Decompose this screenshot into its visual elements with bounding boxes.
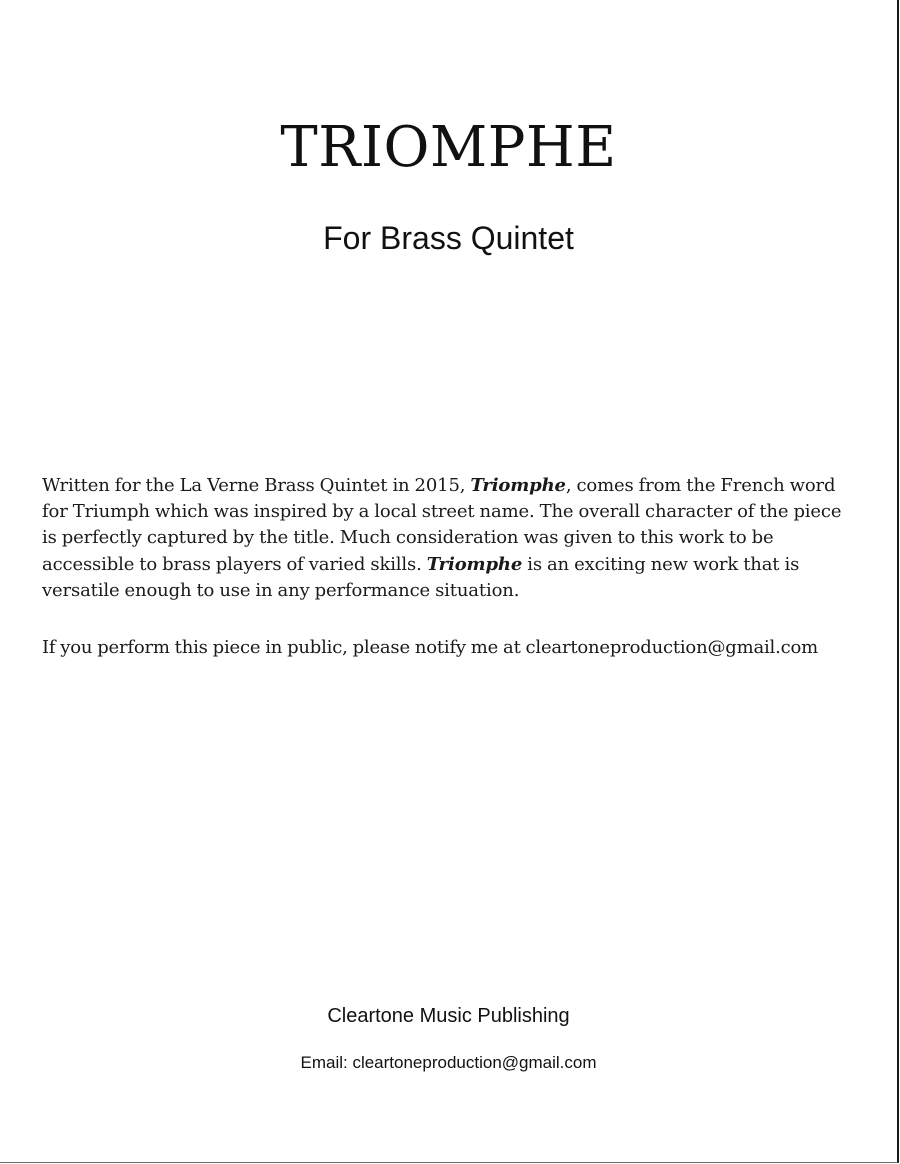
page-subtitle: For Brass Quintet [323, 220, 574, 256]
performance-notice: If you perform this piece in public, please notify me at cleartoneproduction@gmail.com [42, 637, 819, 658]
emphasis-title: Triomphe [470, 475, 566, 496]
description-line: accessible to brass players of varied skills. Triomphe is an exciting new work that is [42, 553, 800, 575]
description-line: Written for the La Verne Brass Quintet in 2015, Triomphe, comes from the French word [42, 475, 836, 496]
page-title: TRIOMPHE [280, 115, 617, 180]
publisher-name: Cleartone Music Publishing [327, 1005, 570, 1027]
description-line: for Triumph which was inspired by a local street name. The overall character of the piece [42, 501, 842, 523]
emphasis-title: Triomphe [426, 553, 523, 575]
description-line: is perfectly captured by the title. Much consideration was given to this work to be [42, 527, 774, 549]
description-paragraph [42, 473, 862, 604]
contact-email: Email: cleartoneproduction@gmail.com [300, 1053, 597, 1072]
description-line: versatile enough to use in any performance situation. [42, 579, 520, 601]
